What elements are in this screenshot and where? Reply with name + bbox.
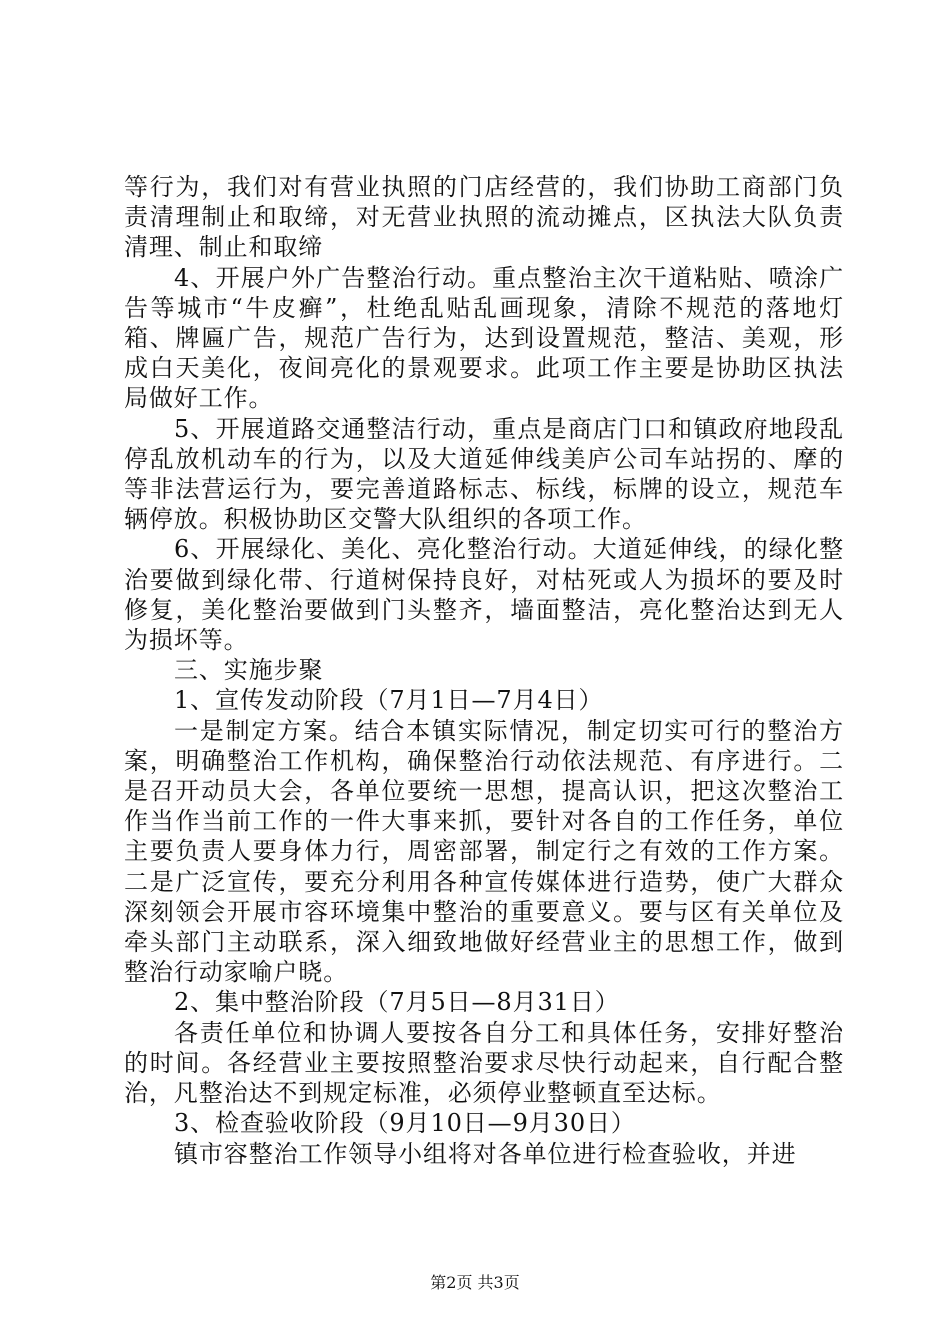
- paragraph-greening: 6、开展绿化、美化、亮化整治行动。大道延伸线，的绿化整治要做到绿化带、行道树保持良好，对枯死或人为损坏的要及时修复，美化整治要做到门头整齐，墙面整洁，亮化整治达到无人为损坏等。: [124, 535, 844, 655]
- paragraph-road-traffic: 5、开展道路交通整洁行动，重点是商店门口和镇政府地段乱停乱放机动车的行为，以及大道延伸线美庐公司车站拐的、摩的等非法营运行为，要完善道路标志、标线，标牌的设立，规范车辆停放。积极协助区交警大队组织的各项工作。: [124, 414, 844, 534]
- document-body: [124, 172, 844, 1169]
- page-number-footer: 第2页 共3页: [430, 1273, 520, 1292]
- paragraph-outdoor-ads: 4、开展户外广告整治行动。重点整治主次干道粘贴、喷涂广告等城市“牛皮癣”，杜绝乱贴乱画现象，清除不规范的落地灯箱、牌匾广告，规范广告行为，达到设置规范，整洁、美观，形成白天美化，夜间亮化的景观要求。此项工作主要是协助区执法局做好工作。: [124, 263, 844, 413]
- step-heading-publicity: 1、宣传发动阶段（7月1日—7月4日）: [174, 686, 604, 715]
- step-heading-rectification: 2、集中整治阶段（7月5日—8月31日）: [174, 988, 620, 1017]
- paragraph-publicity: 一是制定方案。结合本镇实际情况，制定切实可行的整治方案，明确整治工作机构，确保整治行动依法规范、有序进行。二是召开动员大会，各单位要统一思想，提高认识，把这次整治工作当作当前工作的一件大事来抓，要针对各自的工作任务，单位主要负责人要身体力行，周密部署，制定行之有效的工作方案。二是广泛宣传，要充分利用各种宣传媒体进行造势，使广大群众深刻领会开展市容环境集中整治的重要意义。要与区有关单位及牵头部门主动联系，深入细致地做好经营业主的思想工作，做到整治行动家喻户晓。: [124, 716, 844, 987]
- paragraph-continuation: 等行为，我们对有营业执照的门店经营的，我们协助工商部门负责清理制止和取缔，对无营业执照的流动摊点，区执法大队负责清理、制止和取缔: [124, 173, 844, 262]
- section-heading-steps: 三、实施步聚: [174, 656, 324, 685]
- step-heading-inspection: 3、检查验收阶段（9月10日—9月30日）: [174, 1109, 636, 1138]
- paragraph-inspection: 镇市容整治工作领导小组将对各单位进行检查验收，并进: [174, 1139, 797, 1168]
- paragraph-rectification: 各责任单位和协调人要按各自分工和具体任务，安排好整治的时间。各经营业主要按照整治要求尽快行动起来，自行配合整治，凡整治达不到规定标准，必须停业整顿直至达标。: [124, 1018, 844, 1108]
